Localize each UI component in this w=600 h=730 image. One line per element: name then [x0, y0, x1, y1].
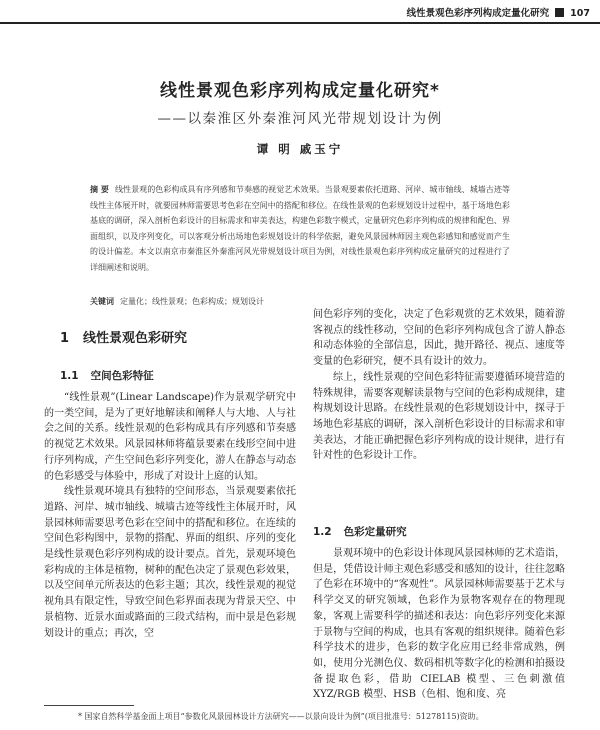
article-title: 线性景观色彩序列构成定量化研究*	[160, 81, 440, 101]
body-column-right	[313, 307, 565, 464]
subsection-heading-1-1	[60, 368, 154, 383]
keywords	[90, 296, 510, 307]
paragraph: 景观环境中的色彩设计体现风景园林师的艺术造诣，但是，凭借设计师主观色彩感受和感知的设计，往往忽略了色彩在环境中的“客观性”。风景园林师需要基于艺术与科学交叉的研究领域，色彩作为景物客观存在的物理现象，客观上需要科学的描述和表达：向色彩序列变化来源于景物与空间的构成，也具有客观的组织规律。随着色彩科学技术的进步，色彩的数字化应用已经非常成熟，例如，使用分光测色仪、数码相机等数字化的检测和拍摄设备提取色彩，借助 CIELAB 模型、三色刺激值 XYZ/RGB 模型、HSB（色相、饱和度、亮	[313, 548, 565, 701]
section-number: 1	[60, 331, 70, 346]
running-title: 线性景观色彩序列构成定量化研究	[406, 8, 550, 19]
body-column-right-lower	[313, 546, 565, 703]
paragraph: 间色彩序列的变化，决定了色彩观赏的艺术效果，随着游客视点的线性移动，空间的色彩序列构成包含了游人静态和动态体验的全部信息，因此，抛开路径、视点、速度等变量的色彩研究，便不具有设计的效力。	[313, 309, 565, 368]
paragraph: 线性景观环境具有独特的空间形态，当景观要素依托道路、河岸、城市轴线、城墙古迹等线性主体展开时，风景园林师需要思考色彩在空间中的搭配和移位。在连续的空间色彩构图中，景物的搭配、界面的组织、序列的变化是线性景观色彩序列构成的设计要点。首先，景观环境色彩构成的主体是植物，树种的配色决定了景观色彩效果，以及空间单元所表达的色彩主题；其次，线性景观的视觉视角具有限定性，导致空间色彩界面表现为背景天空、中景植物、近景水面或路面的三段式结构，而中景是色彩规划设计的重点；再次，空	[44, 486, 296, 639]
running-header	[0, 0, 600, 24]
paragraph: 综上，线性景观的空间色彩特征需要遵循环境营造的特殊规律，需要客观解读景物与空间的色彩构成规律，建构规划设计思路。在线性景观的色彩规划设计中，探寻于场地色彩基底的调研，深入剖析色彩设计的目标需求和审美表达，才能正确把握色彩序列构成的设计规律，进行有针对性的色彩设计工作。	[313, 371, 565, 462]
footnote-divider	[44, 705, 134, 706]
footnote: * 国家自然科学基金面上项目“参数化风景园林设计方法研究——以景向设计为例”(项目批准号：51278115)资助。	[78, 712, 484, 721]
keywords-label: 关键词	[90, 297, 114, 306]
running-header-text	[407, 5, 590, 19]
section-title: 线性景观色彩研究	[83, 331, 188, 346]
abstract	[90, 182, 510, 275]
keywords-text: 定量化；线性景观；色彩构成；规划设计	[120, 297, 264, 306]
subsection-title: 色彩定量研究	[343, 526, 407, 538]
article-authors: 谭 明 戚玉宁	[256, 142, 344, 156]
article-subtitle: ——以秦淮区外秦淮河风光带规划设计为例	[157, 111, 443, 127]
abstract-text: 线性景观的色彩构成具有序列感和节奏感的视觉艺术效果。当景观要素依托道路、河岸、城市轴线、城墙古迹等线性主体展开时，就要园林师需要思考色彩在空间中的搭配和移位。在线性景观的色彩规划设计过程中，基于场地色彩基底的调研，深入剖析色彩设计的目标需求和审美表达，构建色彩数字模式，定量研究色彩序列构成的规律和配色、界面组织，以及序列变化，可以客观分析出场地色彩规划设计的科学依据，避免风景园林师因主观色彩感知和感觉而产生的设计偏差。本文以南京市秦淮区外秦淮河风光带规划设计项目为例，对线性景观色彩序列构成定量研究的过程进行了详细阐述和说明。	[90, 185, 510, 272]
section-heading-1	[60, 327, 187, 346]
subsection-number: 1.2	[313, 526, 332, 538]
subsection-title: 空间色彩特征	[90, 370, 154, 382]
abstract-label: 摘 要	[90, 185, 109, 194]
subsection-number: 1.1	[60, 370, 79, 382]
square-bullet-icon	[555, 8, 564, 17]
subsection-heading-1-2	[313, 524, 407, 539]
page-number: 107	[570, 8, 590, 19]
body-column-left	[44, 390, 296, 641]
paragraph: “线性景观”(Linear Landscape)作为景观学研究中的一类空间，是为了更好地解读和阐释人与大地、人与社会之间的关系。线性景观的色彩构成具有序列感和节奏感的视觉艺术效果。风景园林师将蕴景要素在线形空间中进行序列构成，产生空间色彩序列变化，游人在静态与动态的色彩感受与体验中，形成了对设计上庭的认知。	[44, 392, 296, 482]
